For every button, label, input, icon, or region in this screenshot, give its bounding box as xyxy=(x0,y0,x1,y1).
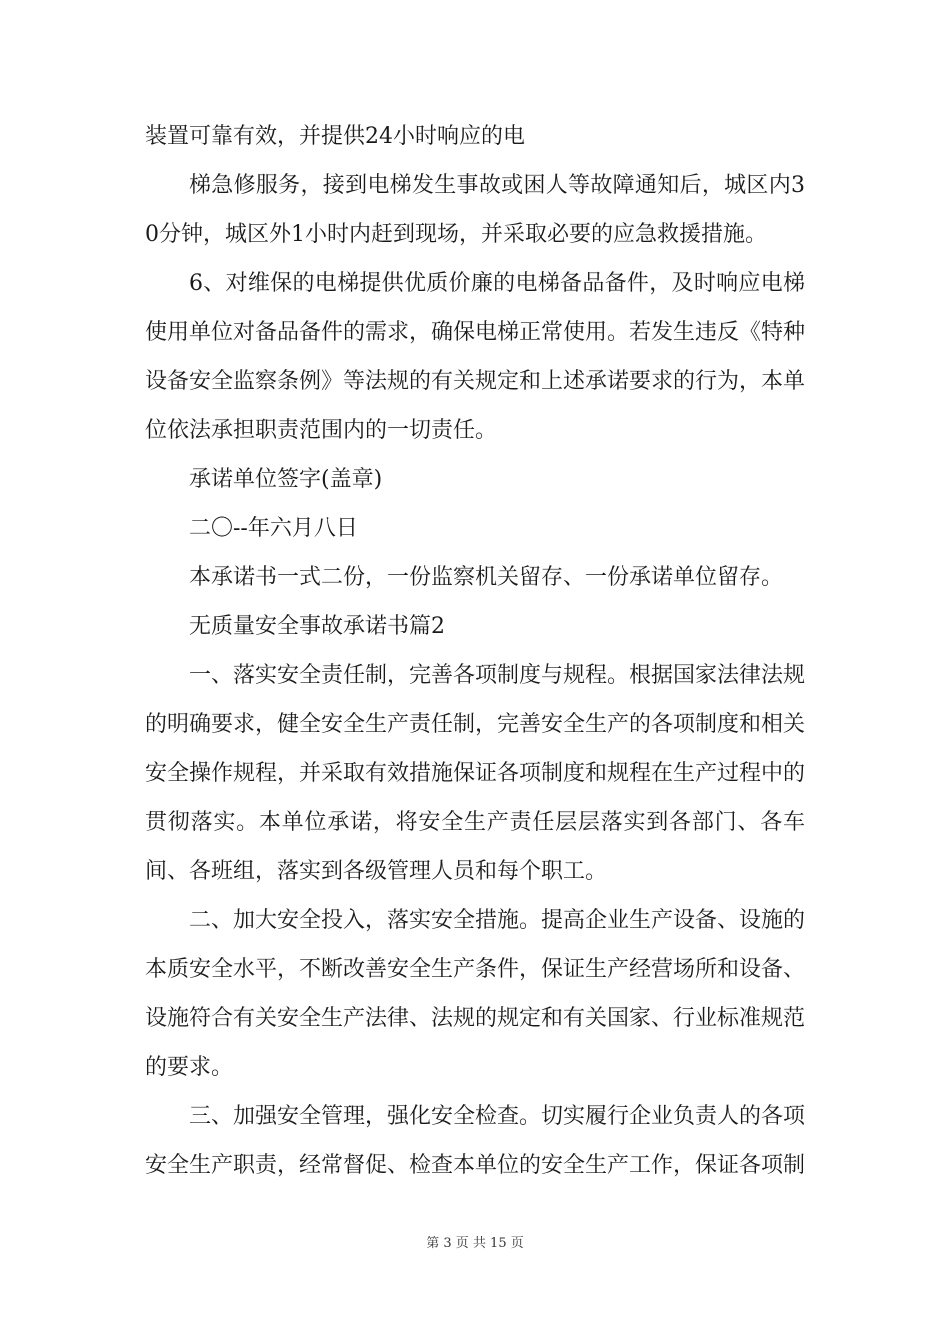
paragraph-1: 装置可靠有效，并提供24小时响应的电 xyxy=(145,124,525,149)
paragraph-section-1: 一、落实安全责任制，完善各项制度与规程。根据国家法律法规的明确要求，健全安全生产责任制，完善安全生产的各项制度和相关安全操作规程，并采取有效措施保证各项制度和规程在生产过程中的贯彻落实。本单位承诺，将安全生产责任层层落实到各部门、各车间、各班组，落实到各级管理人员和每个职工。 xyxy=(145,663,806,884)
paragraph-section-2: 二、加大安全投入，落实安全措施。提高企业生产设备、设施的本质安全水平，不断改善安全生产条件，保证生产经营场所和设备、设施符合有关安全生产法律、法规的规定和有关国家、行业标准规范的要求。 xyxy=(145,908,806,1080)
paragraph-section-3: 三、加强安全管理，强化安全检查。切实履行企业负责人的各项安全生产职责，经常督促、检查本单位的安全生产工作，保证各项制 xyxy=(145,1104,806,1178)
date-line: 二〇--年六月八日 xyxy=(189,516,358,541)
paragraph-2: 梯急修服务，接到电梯发生事故或困人等故障通知后，城区内30分钟，城区外1小时内赶到现场，并采取必要的应急救援措施。 xyxy=(145,173,805,247)
copies-note: 本承诺书一式二份，一份监察机关留存、一份承诺单位留存。 xyxy=(189,565,784,590)
signature-line: 承诺单位签字(盖章) xyxy=(189,467,383,492)
page-number: 第 3 页 共 15 页 xyxy=(426,1236,524,1251)
document-body xyxy=(145,112,805,1190)
section-heading: 无质量安全事故承诺书篇2 xyxy=(189,614,445,639)
paragraph-3: 6、对维保的电梯提供优质价廉的电梯备品备件，及时响应电梯使用单位对备品备件的需求，确保电梯正常使用。若发生违反《特种设备安全监察条例》等法规的有关规定和上述承诺要求的行为，本单位依法承担职责范围内的一切责任。 xyxy=(145,271,806,443)
